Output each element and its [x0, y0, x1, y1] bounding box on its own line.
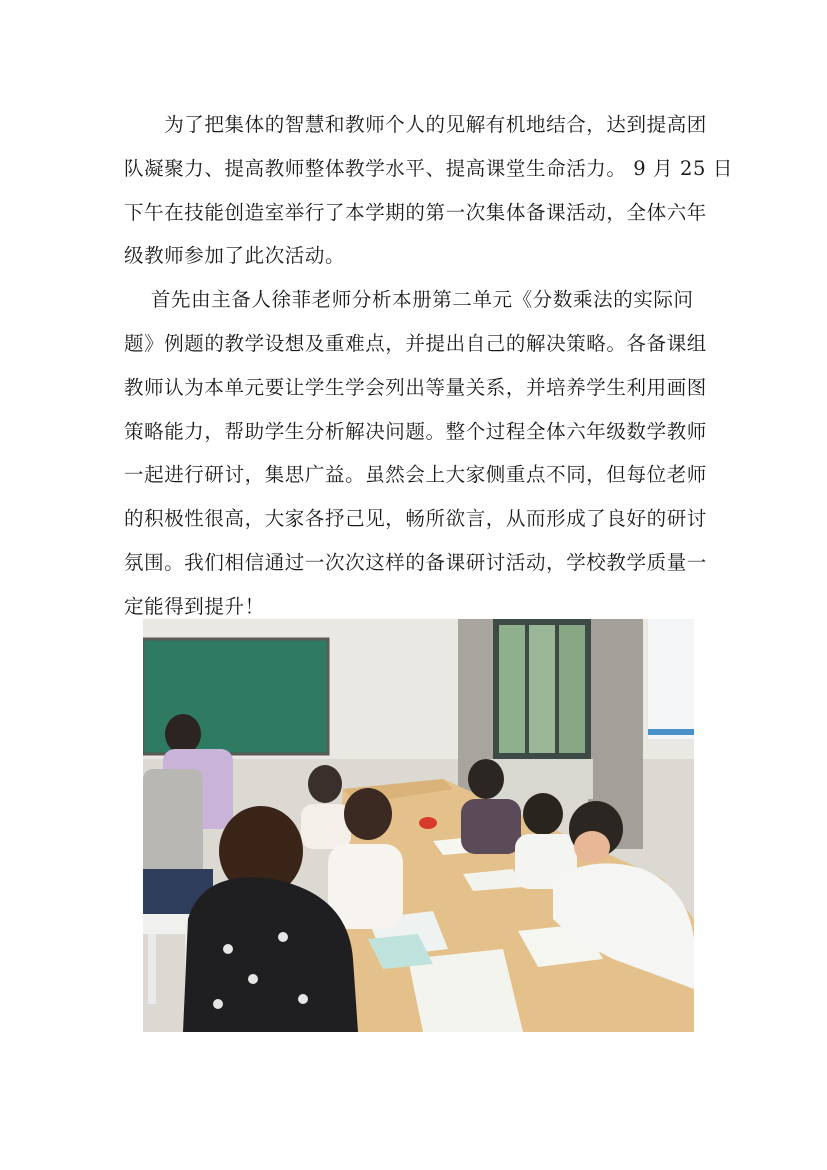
text-line: 级教师参加了此次活动。 [124, 244, 346, 268]
text-line: 教师认为本单元要让学生学会列出等量关系，并培养学生利用画图 [124, 375, 707, 399]
text-line: 的积极性很高，大家各抒己见，畅所欲言，从而形成了良好的研讨 [124, 507, 707, 531]
text-line: 首先由主备人徐菲老师分析本册第二单元《分数乘法的实际问 [124, 288, 694, 312]
text-line: 定能得到提升！ [124, 594, 265, 618]
text-line: 一起进行研讨，集思广益。虽然会上大家侧重点不同，但每位老师 [124, 463, 707, 487]
meeting-photo [143, 619, 694, 1032]
text-line: 氛围。我们相信通过一次次这样的备课研讨活动，学校教学质量一 [124, 550, 707, 574]
text-line: 策略能力，帮助学生分析解决问题。整个过程全体六年级数学教师 [124, 419, 707, 443]
paragraph-details [124, 278, 707, 628]
text-line: 题》例题的教学设想及重难点，并提出自己的解决策略。各备课组 [124, 331, 707, 355]
text-line: 为了把集体的智慧和教师个人的见解有机地结合，达到提高团 [124, 113, 707, 136]
text-line: 下午在技能创造室举行了本学期的第一次集体备课活动，全体六年 [124, 200, 707, 224]
paragraph-intro [124, 103, 733, 278]
text-line: 队凝聚力、提高教师整体教学水平、提高课堂生命活力。 9 月 25 日 [124, 156, 733, 180]
article-body [124, 103, 733, 629]
